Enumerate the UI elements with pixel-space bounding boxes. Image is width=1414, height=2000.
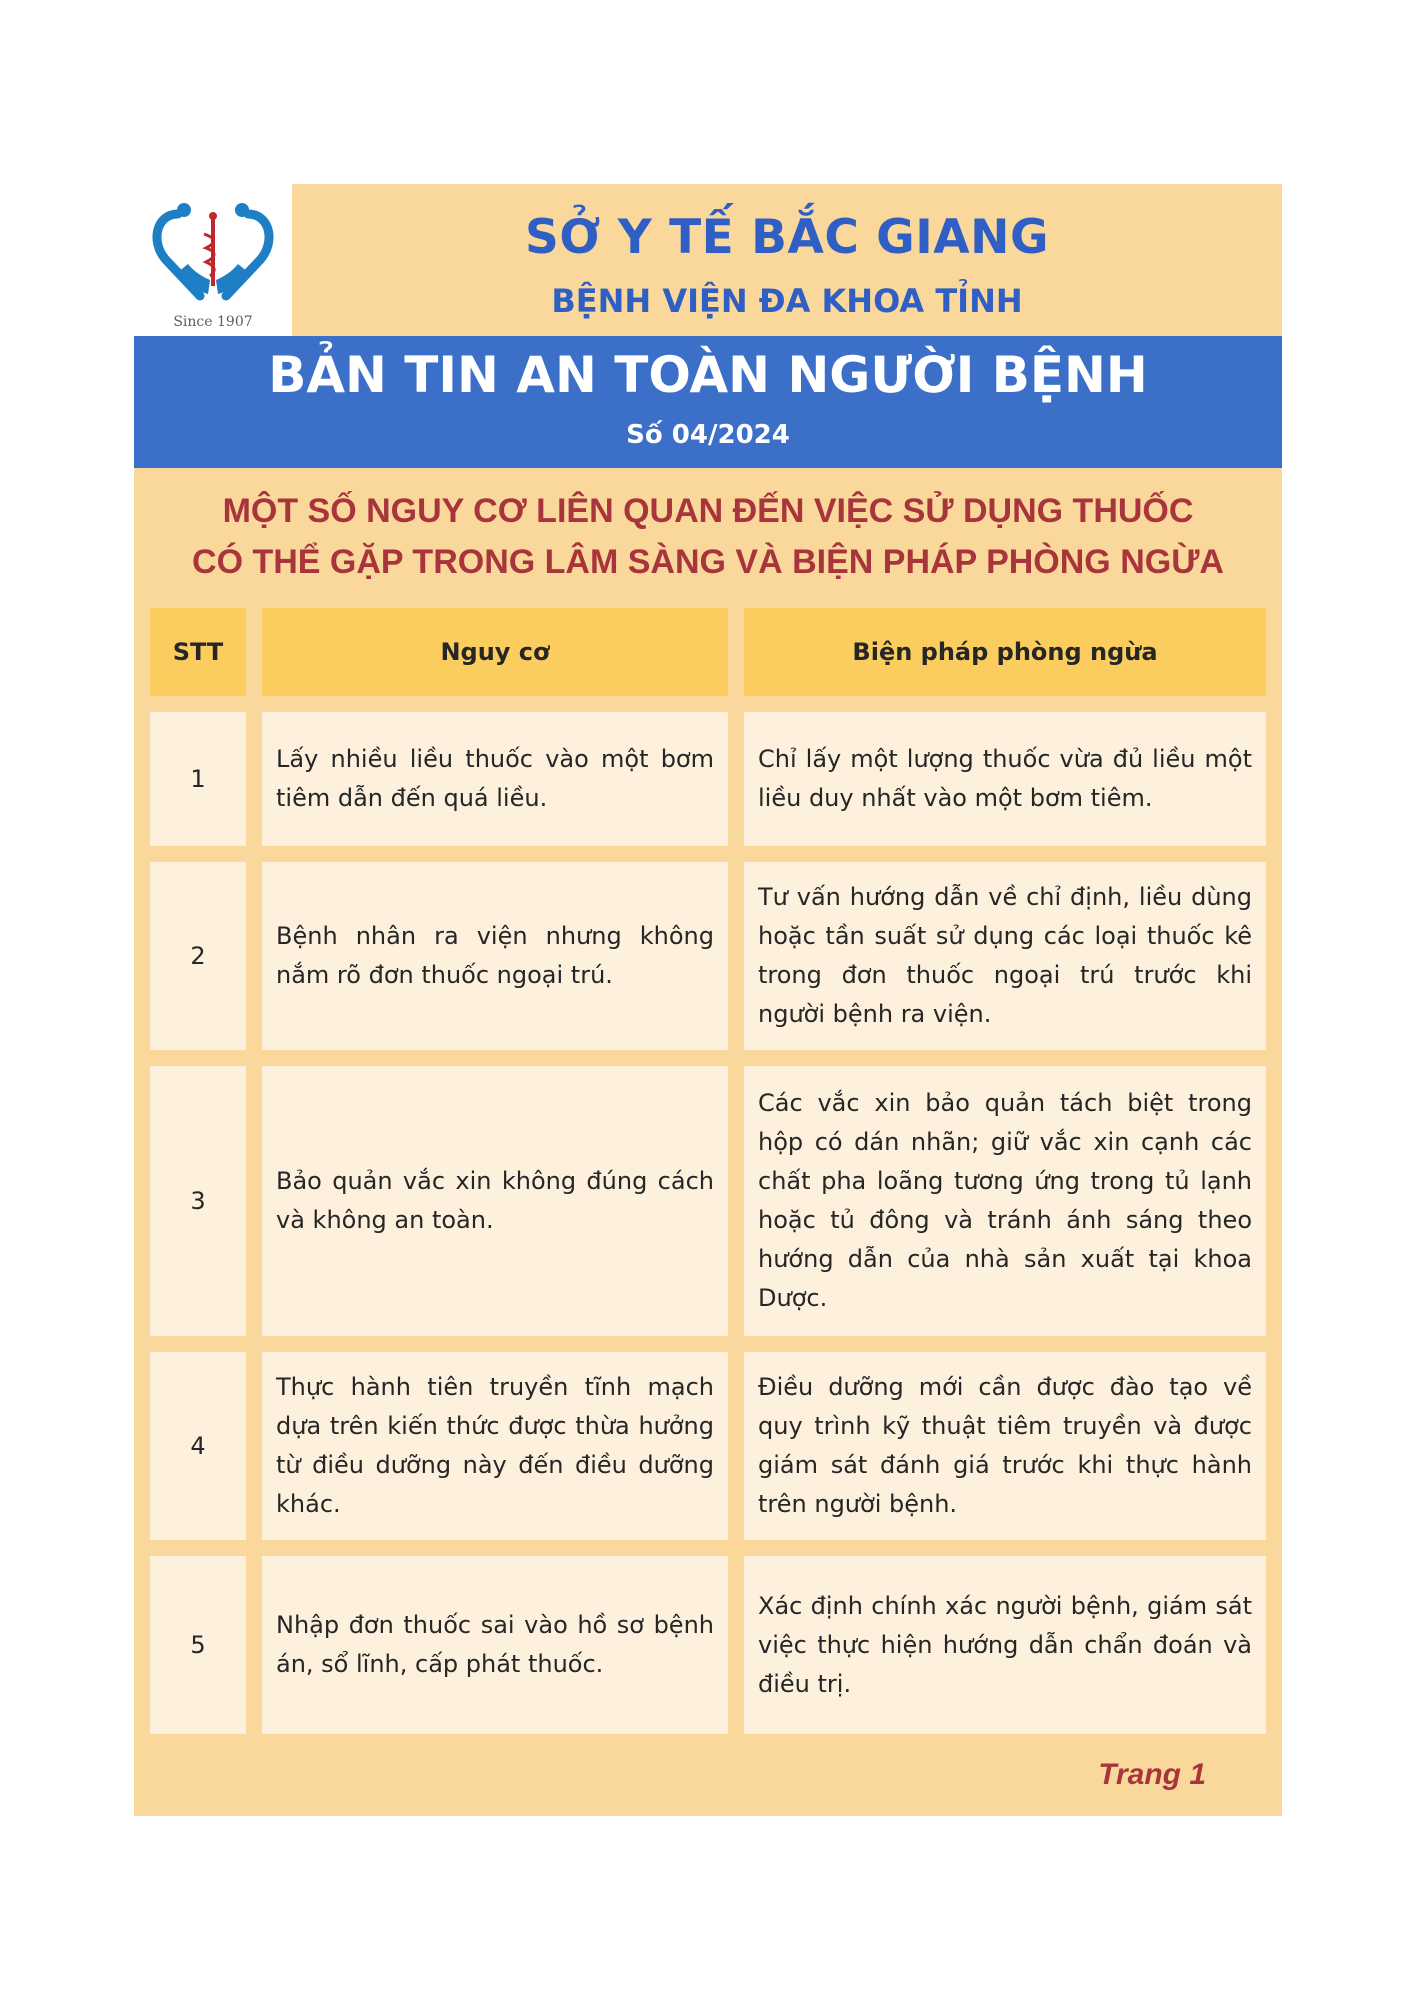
row-3-risk — [262, 1066, 728, 1336]
row-5-prevention-text: Xác định chính xác người bệnh, giám sát việc thực hiện hướng dẫn chẩn đoán và điều trị. — [758, 1591, 1252, 1698]
row-4-prevention-text: Điều dưỡng mới cần được đào tạo về quy trình kỹ thuật tiêm truyền và được giám sát đánh giá trước khi thực hành trên người bệnh. — [758, 1373, 1252, 1518]
issue-number: Số 04/2024 — [626, 420, 790, 450]
title-banner — [134, 336, 1282, 468]
headline — [134, 486, 1282, 588]
row-3-prevention-text: Các vắc xin bảo quản tách biệt trong hộp có dán nhãn; giữ vắc xin cạnh các chất pha loãng tương ứng trong tủ lạnh hoặc tủ đông và tránh ánh sáng theo hướng dẫn của nhà sản xuất tại khoa Dược. — [758, 1089, 1252, 1312]
bulletin-title: BẢN TIN AN TOÀN NGƯỜI BỆNH — [268, 346, 1148, 404]
row-5-prevention — [744, 1556, 1266, 1734]
row-5-risk-text: Nhập đơn thuốc sai vào hồ sơ bệnh án, sổ lĩnh, cấp phát thuốc. — [276, 1611, 714, 1678]
bulletin-page — [134, 184, 1282, 1816]
hospital-logo — [134, 184, 292, 336]
row-1-stt: 1 — [150, 712, 246, 846]
column-header-stt: STT — [150, 608, 246, 696]
headline-line-2: CÓ THỂ GẶP TRONG LÂM SÀNG VÀ BIỆN PHÁP PHÒNG NGỪA — [192, 543, 1224, 581]
row-4-risk — [262, 1352, 728, 1540]
column-header-risk: Nguy cơ — [262, 608, 728, 696]
column-header-prevention: Biện pháp phòng ngừa — [744, 608, 1266, 696]
organization-name: SỞ Y TẾ BẮC GIANG — [524, 210, 1050, 265]
row-1-risk — [262, 712, 728, 846]
row-2-prevention-text: Tư vấn hướng dẫn về chỉ định, liều dùng hoặc tần suất sử dụng các loại thuốc kê trong đơn thuốc ngoại trú trước khi người bệnh ra viện. — [758, 883, 1252, 1028]
row-1-prevention-text: Chỉ lấy một lượng thuốc vừa đủ liều một liều duy nhất vào một bơm tiêm. — [758, 745, 1252, 812]
page-number: Trang 1 — [1098, 1758, 1206, 1791]
headline-line-1: MỘT SỐ NGUY CƠ LIÊN QUAN ĐẾN VIỆC SỬ DỤNG THUỐC — [222, 492, 1194, 530]
row-5-stt: 5 — [150, 1556, 246, 1734]
row-1-risk-text: Lấy nhiều liều thuốc vào một bơm tiêm dẫn đến quá liều. — [276, 745, 714, 812]
row-4-prevention — [744, 1352, 1266, 1540]
row-4-stt: 4 — [150, 1352, 246, 1540]
caduceus-hands-icon — [148, 194, 278, 314]
row-2-risk — [262, 862, 728, 1050]
row-3-stt: 3 — [150, 1066, 246, 1336]
row-3-prevention — [744, 1066, 1266, 1336]
row-2-risk-text: Bệnh nhân ra viện nhưng không nắm rõ đơn thuốc ngoại trú. — [276, 922, 714, 989]
row-1-prevention — [744, 712, 1266, 846]
row-2-prevention — [744, 862, 1266, 1050]
row-4-risk-text: Thực hành tiên truyền tĩnh mạch dựa trên kiến thức được thừa hưởng từ điều dưỡng này đến điều dưỡng khác. — [276, 1373, 714, 1518]
logo-caption: Since 1907 — [173, 314, 253, 330]
row-3-risk-text: Bảo quản vắc xin không đúng cách và không an toàn. — [276, 1167, 714, 1234]
row-5-risk — [262, 1556, 728, 1734]
row-2-stt: 2 — [150, 862, 246, 1050]
hospital-name: BỆNH VIỆN ĐA KHOA TỈNH — [551, 282, 1023, 320]
